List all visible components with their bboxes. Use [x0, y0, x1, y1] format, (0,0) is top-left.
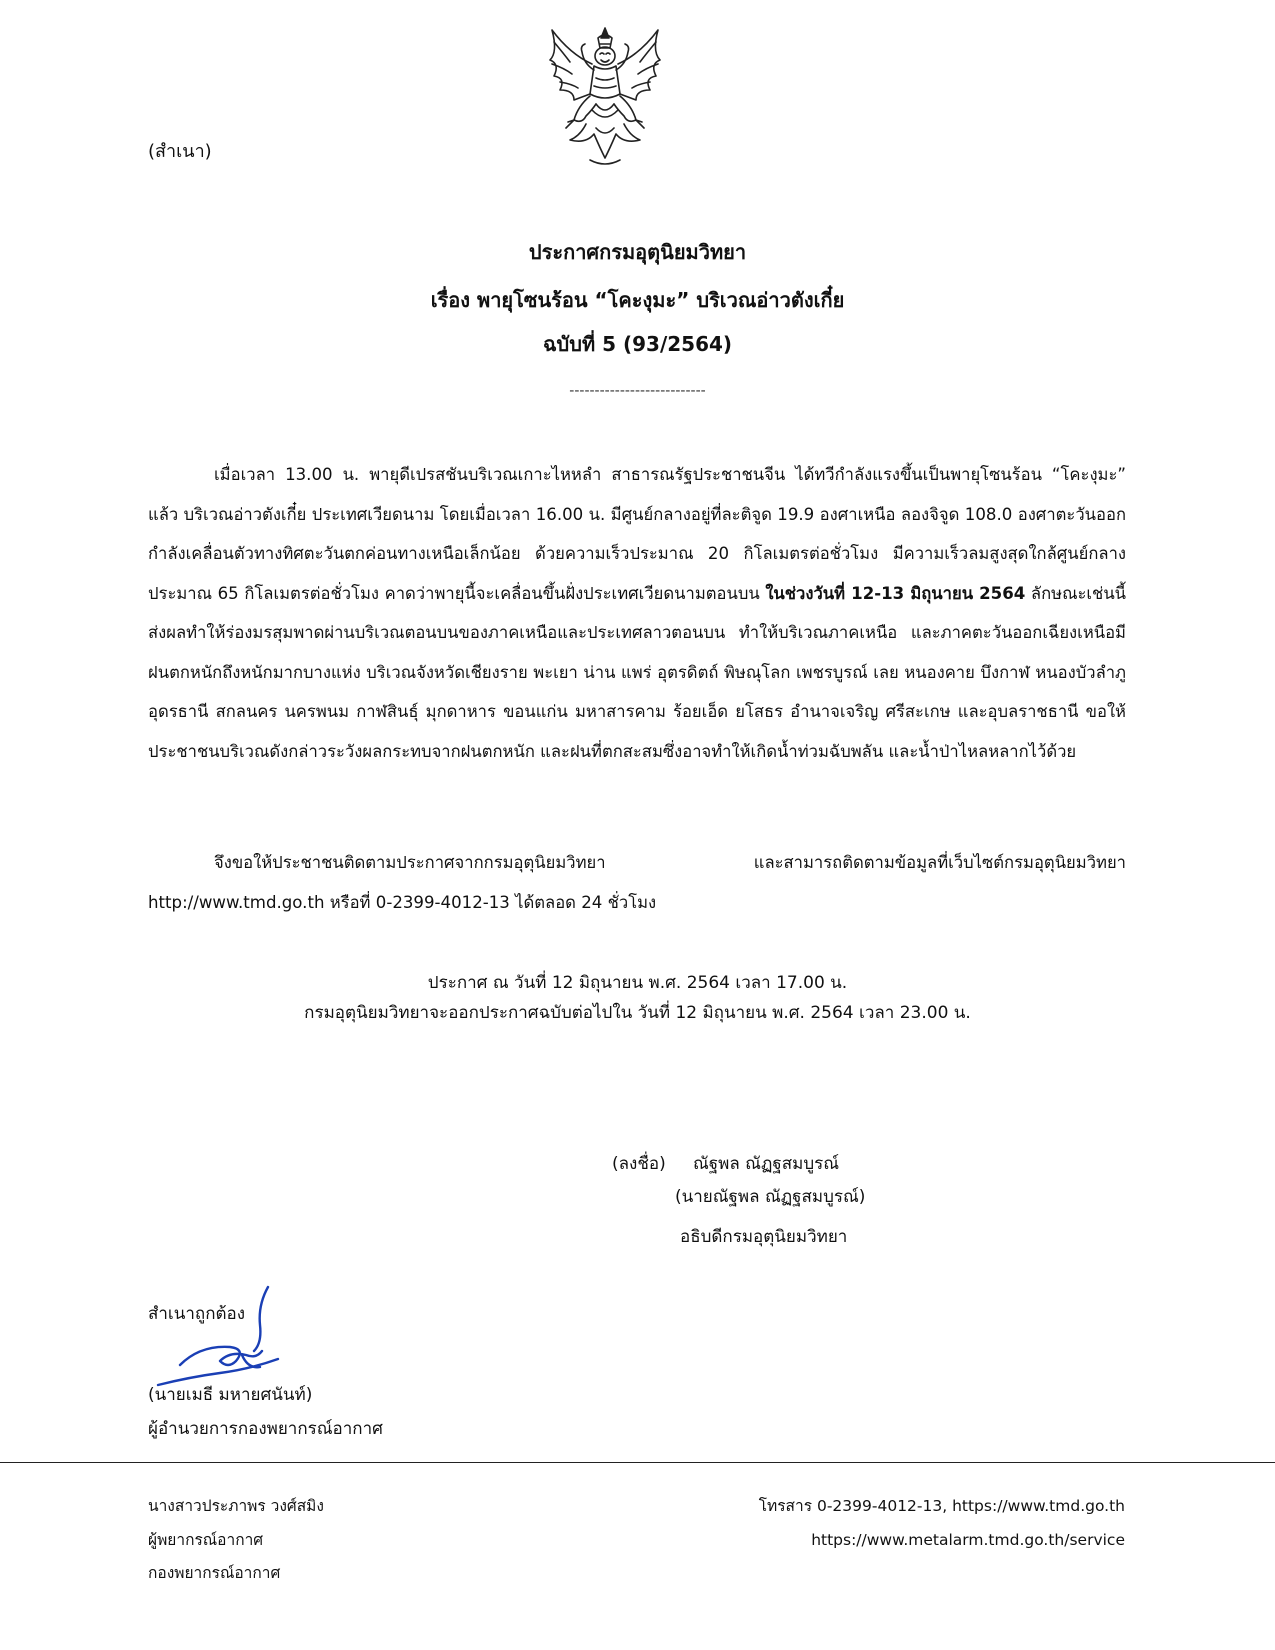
certified-copy-label: สำเนาถูกต้อง	[148, 1304, 246, 1324]
paragraph-text: จึงขอให้ประชาชนติดตามประกาศจากกรมอุตุนิยมวิทยา และสามารถติดตามข้อมูลที่เว็บไซต์กรมอุตุนิยมวิทยา http://www.tmd.go.th หรือที่ 0-2399-4012-13 ได้ตลอด 24 ชั่วโมง	[148, 853, 1126, 912]
paragraph-text: ลักษณะเช่นนี้ส่งผลทำให้ร่องมรสุมพาดผ่านบริเวณตอนบนของภาคเหนือและประเทศลาวตอนบน ทำให้บริเวณภาคเหนือ และภาคตะวันออกเฉียงเหนือมีฝนตกหนักถึงหนักมากบางแห่ง บริเวณจังหวัดเชียงราย พะเยา น่าน แพร่ อุตรดิตถ์ พิษณุโลก เพชรบูรณ์ เลย หนองคาย บึงกาฬ หนองบัวลำภู อุดรธานี สกลนคร นครพนม กาฬสินธุ์ มุกดาหาร ขอนแก่น มหาสารคาม ร้อยเอ็ด ยโสธร อำนาจเจริญ ศรีสะเกษ และอุบลราชธานี ขอให้ประชาชนบริเวณดังกล่าวระวังผลกระทบจากฝนตกหนัก และฝนที่ตกสะสมซึ่งอาจทำให้เกิดน้ำท่วมฉับพลัน และน้ำป่าไหลหลากไว้ด้วย	[148, 583, 1127, 761]
next-issue-notice: กรมอุตุนิยมวิทยาจะออกประกาศฉบับต่อไปใน วันที่ 12 มิถุนายน พ.ศ. 2564 เวลา 23.00 น.	[304, 1003, 971, 1023]
forecaster-name: นางสาวประภาพร วงศ์สมิง	[148, 1497, 324, 1515]
landfall-date-highlight: ในช่วงวันที่ 12-13 มิถุนายน 2564	[765, 583, 1026, 603]
signatory-name: ณัฐพล ณัฏฐสมบูรณ์	[693, 1154, 840, 1174]
copy-label: (สำเนา)	[148, 141, 212, 162]
announcement-date: ประกาศ ณ วันที่ 12 มิถุนายน พ.ศ. 2564 เวลา 17.00 น.	[427, 973, 848, 993]
forecaster-role: ผู้พยากรณ์อากาศ	[148, 1531, 264, 1549]
signature-label: (ลงชื่อ)	[612, 1154, 666, 1174]
signature-icon	[150, 1285, 290, 1395]
footer-divider	[0, 1462, 1275, 1463]
service-url: https://www.metalarm.tmd.go.th/service	[811, 1531, 1125, 1549]
certifier-name: (นายเมธี มหายศนันท์)	[148, 1385, 313, 1405]
forecaster-division: กองพยากรณ์อากาศ	[148, 1564, 281, 1582]
paragraph-text: เมื่อเวลา 13.00 น. พายุดีเปรสชันบริเวณเกาะไหหลำ สาธารณรัฐประชาชนจีน ได้ทวีกำลังแรงขึ้นเป็นพายุโซนร้อน “โคะงุมะ” แล้ว บริเวณอ่าวตังเกี๋ย ประเทศเวียดนาม โดยเมื่อเวลา 16.00 น. มีศูนย์กลางอยู่ที่ละติจูด 19.9 องศาเหนือ ลองจิจูด 108.0 องศาตะวันออก กำลังเคลื่อนตัวทางทิศตะวันตกค่อนทางเหนือเล็กน้อย ด้วยความเร็วประมาณ 20 กิโลเมตรต่อชั่วโมง มีความเร็วลมสูงสุดใกล้ศูนย์กลาง ประมาณ 65 กิโลเมตรต่อชั่วโมง คาดว่าพายุนี้จะเคลื่อนขึ้นฝั่งประเทศเวียดนามตอนบน	[148, 465, 1126, 603]
dashed-divider: ---------------------------	[569, 383, 706, 399]
follow-up-paragraph	[148, 843, 1126, 922]
signatory-position: อธิบดีกรมอุตุนิยมวิทยา	[680, 1227, 848, 1247]
certifier-position: ผู้อำนวยการกองพยากรณ์อากาศ	[148, 1419, 383, 1439]
announcement-title: ประกาศกรมอุตุนิยมวิทยา	[528, 240, 747, 264]
signatory-full-name: (นายณัฐพล ณัฏฐสมบูรณ์)	[675, 1187, 866, 1207]
fax-contact: โทรสาร 0-2399-4012-13, https://www.tmd.go.th	[758, 1497, 1125, 1515]
garuda-emblem-icon	[530, 24, 680, 170]
storm-details-paragraph	[148, 455, 1126, 771]
announcement-subject: เรื่อง พายุโซนร้อน “โคะงุมะ” บริเวณอ่าวตังเกี๋ย	[430, 288, 845, 312]
issue-number: ฉบับที่ 5 (93/2564)	[542, 332, 733, 356]
